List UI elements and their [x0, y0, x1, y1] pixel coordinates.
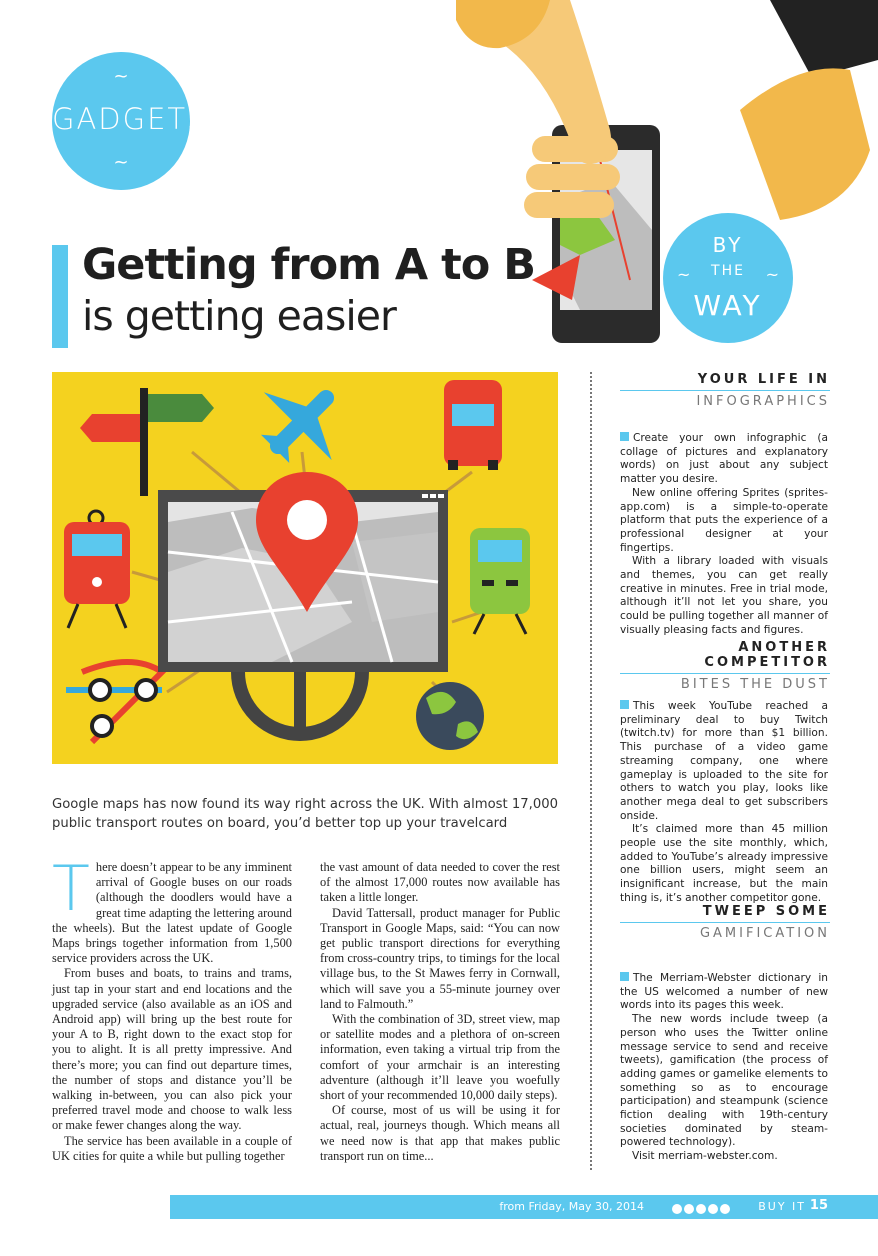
sidebar-paragraph: New online offering Sprites (sprites-app.com) is a simple-to-operate platform that puts the experience of a professional designer at your fingertips. — [620, 486, 828, 554]
sidebar-title-line-2: GAMIFICATION — [699, 926, 830, 941]
page-number: 15 — [809, 1198, 828, 1213]
sleeve-shape — [770, 0, 878, 78]
by-the-way-badge — [663, 213, 793, 343]
article-paragraph: From buses and boats, to trains and trams, just tap in your start and end locations and the upgraded service (also available as an iOS and Android app) will bring up the best route for your A to B, right down to the exact stop for you to alight. It is all pretty impressive. And there’s more; you can find out departure times, the number of stops and distance you’ll be walking in-between, you can also pick your preferred travel mode and choose to walk less or make fewer changes along the way. — [52, 966, 292, 1133]
sidebar-paragraph: Visit merriam-webster.com. — [632, 1150, 778, 1163]
article-paragraph: With the combination of 3D, street view, map or satellite modes and a plethora of on-screen information, even taking a virtual trip from the comfort of your armchair is an interesting adventure (although it’ll leave you woefully short of your recommended 10,000 daily steps). — [320, 1012, 560, 1103]
square-bullet-icon — [620, 972, 629, 981]
swirl-ornament-left: ~ — [677, 265, 691, 284]
headline-line-1: Getting from A to B — [82, 240, 535, 290]
sidebar-text-competitor — [620, 700, 828, 906]
sidebar-heading-gamification — [620, 904, 830, 941]
globe-icon — [416, 682, 484, 750]
square-bullet-icon — [620, 700, 629, 709]
sidebar-paragraph: With a library loaded with visuals and themes, you can get really creative in minutes. Free in trial mode, although it’ll not let you share, you could be pulling together all manner of visually pleasing facts and figures. — [620, 555, 828, 636]
transport-illustration — [52, 372, 558, 764]
headline-line-2: is getting easier — [82, 292, 396, 340]
dots-ornament — [672, 1201, 734, 1213]
article-column-1 — [52, 852, 292, 1164]
article-paragraph: The service has been available in a couple of UK cities for quite a while but pulling together — [52, 1133, 292, 1163]
badge-word-by: BY — [712, 233, 744, 257]
headline-accent-bar — [52, 245, 68, 348]
swirl-ornament-bottom: ~ — [113, 152, 129, 173]
heading-rule — [620, 673, 830, 674]
sidebar-paragraph: This week YouTube reached a preliminary deal to buy Twitch (twitch.tv) for more than $1 billion. This purchase of a video game streaming company, one where gameplay is uploaded to the site for others to watch you play, looks like another mega deal to get subscribers onside. — [620, 700, 828, 822]
page-footer — [170, 1195, 878, 1219]
sidebar-paragraph: It’s claimed more than 45 million people use the site monthly, which, added to YouTube’s already impressive one billion users, might seem an insignificant increase, but the main thing is, it’s another competitor gone. — [620, 823, 828, 904]
swirl-ornament-right: ~ — [765, 265, 779, 284]
badge-word-way: WAY — [693, 289, 763, 322]
sidebar-text-infographics — [620, 432, 828, 638]
sidebar-title-line-1: ANOTHER COMPETITOR — [704, 640, 830, 670]
sidebar-title-line-1: YOUR LIFE IN — [697, 372, 830, 387]
sidebar-heading-competitor — [620, 640, 830, 692]
sidebar-heading-infographics — [620, 372, 830, 409]
swirl-ornament-top: ~ — [113, 66, 129, 87]
section-brand: BUY IT — [758, 1200, 806, 1213]
bus-icon — [444, 380, 502, 470]
drop-cap: T — [52, 852, 90, 925]
sidebar-title-line-2: INFOGRAPHICS — [696, 394, 830, 409]
heading-rule — [620, 922, 830, 923]
article-paragraph: David Tattersall, product manager for Public Transport in Google Maps, said: “You can now get public transport directions for everything from cross-country trips, to timings for the local village bus, to the St Mawes ferry in Cornwall, which will save you a 55-minute journey over land to Falmouth.” — [320, 905, 560, 1011]
sidebar-title-line-2: BITES THE DUST — [680, 677, 830, 692]
back-hand-shape — [740, 68, 870, 220]
article-paragraph: the vast amount of data needed to cover the rest of the almost 17,000 routes now available has taken a little longer. — [320, 860, 560, 905]
sidebar-paragraph: The Merriam-Webster dictionary in the US welcomed a number of new words into its pages this week. — [620, 972, 828, 1012]
issue-date: from Friday, May 30, 2014 — [499, 1200, 644, 1213]
sidebar-paragraph: The new words include tweep (a person who uses the Twitter online message service to send and receive tweets), gamification (the process of adding games or gamelike elements to something so as to encourage participation) and steampunk (science fiction dealing with 19th-century societies dominated by steam-powered technology). — [620, 1013, 828, 1149]
image-caption: Google maps has now found its way right across the UK. With almost 17,000 public transport routes on board, you’d better top up your travelcard — [52, 797, 559, 831]
sidebar-text-gamification — [620, 972, 828, 1164]
section-badge — [52, 52, 208, 190]
article-paragraph: here doesn’t appear to be any imminent arrival of Google buses on our roads (although the doodlers would have a great time adapting the lettering around the wheels). But the latest update of Google Maps brings together information from 1,500 service providers across the UK. — [52, 860, 292, 966]
sidebar-title-line-1: TWEEP SOME — [702, 904, 830, 919]
hand-phone-illustration — [440, 0, 878, 350]
sidebar-paragraph: Create your own infographic (a collage of pictures and explanatory words) on just about any subject matter you desire. — [620, 432, 828, 486]
badge-word-the: THE — [711, 263, 745, 279]
heading-rule — [620, 390, 830, 391]
square-bullet-icon — [620, 432, 629, 441]
article-paragraph: Of course, most of us will be using it for actual, real, journeys though. Which means all we need now is that app that makes public transport run on time... — [320, 1103, 560, 1163]
section-label: GADGETS — [52, 102, 208, 136]
sidebar-divider — [590, 372, 592, 1170]
article-column-2 — [320, 860, 560, 1164]
